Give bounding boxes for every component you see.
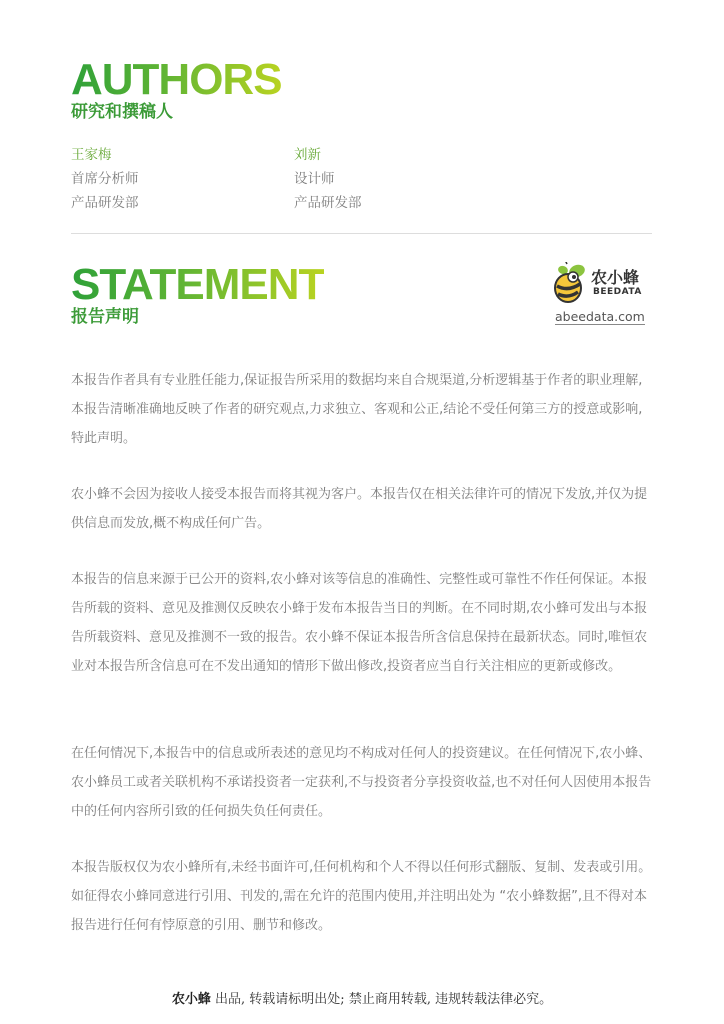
author-dept: 产品研发部 bbox=[294, 195, 362, 211]
author-card bbox=[71, 143, 139, 215]
footer-text: 出品, 转载请标明出处; 禁止商用转载, 违规转载法律必究。 bbox=[210, 992, 553, 1007]
footer-brand: 农小蜂 bbox=[171, 992, 211, 1007]
brand-logo bbox=[553, 262, 653, 328]
statement-paragraph: 本报告版权仅为农小蜂所有,未经书面许可,任何机构和个人不得以任何形式翻版、复制、发表或引用。如征得农小蜂同意进行引用、刊发的,需在允许的范围内使用,并注明出处为 “农小蜂数据”,且不得对本报告进行任何有悖原意的引用、删节和修改。 bbox=[71, 860, 652, 933]
statement-subtitle: 报告声明 bbox=[71, 307, 139, 327]
footer-notice bbox=[0, 988, 724, 1007]
brand-name: 农小蜂 bbox=[591, 268, 640, 287]
author-card bbox=[294, 143, 362, 215]
statement-paragraph: 本报告的信息来源于已公开的资料,农小蜂对该等信息的准确性、完整性或可靠性不作任何保证。本报告所载的资料、意见及推测仅反映农小蜂于发布本报告当日的判断。在不同时期,农小蜂可发出与本报告所载资料、意见及推测不一致的报告。农小蜂不保证本报告所含信息保持在最新状态。同时,唯恒农业对本报告所含信息可在不发出通知的情形下做出修改,投资者应当自行关注相应的更新或修改。 bbox=[71, 572, 648, 674]
authors-title: AUTHORS bbox=[71, 55, 282, 104]
statement-paragraph: 在任何情况下,本报告中的信息或所表述的意见均不构成对任何人的投资建议。在任何情况下,农小蜂、农小蜂员工或者关联机构不承诺投资者一定获利,不与投资者分享投资收益,也不对任何人因使用本报告中的任何内容所引致的任何损失负任何责任。 bbox=[71, 746, 652, 819]
author-name: 王家梅 bbox=[71, 147, 112, 163]
author-name: 刘新 bbox=[294, 147, 321, 163]
author-role: 首席分析师 bbox=[71, 171, 139, 187]
section-divider bbox=[71, 233, 652, 234]
statement-paragraph: 本报告作者具有专业胜任能力,保证报告所采用的数据均来自合规渠道,分析逻辑基于作者的职业理解,本报告清晰准确地反映了作者的研究观点,力求独立、客观和公正,结论不受任何第三方的授意或影响,特此声明。 bbox=[71, 373, 643, 446]
statement-paragraph: 农小蜂不会因为接收人接受本报告而将其视为客户。本报告仅在相关法律许可的情况下发放,并仅为提供信息而发放,概不构成任何广告。 bbox=[71, 487, 648, 531]
brand-website-link[interactable]: abeedata.com bbox=[555, 309, 645, 324]
authors-subtitle: 研究和撰稿人 bbox=[71, 102, 173, 122]
bee-icon bbox=[553, 262, 589, 306]
author-role: 设计师 bbox=[294, 171, 335, 187]
statement-title: STATEMENT bbox=[71, 260, 325, 309]
author-dept: 产品研发部 bbox=[71, 195, 139, 211]
brand-name-en: BEEDATA bbox=[593, 287, 642, 297]
